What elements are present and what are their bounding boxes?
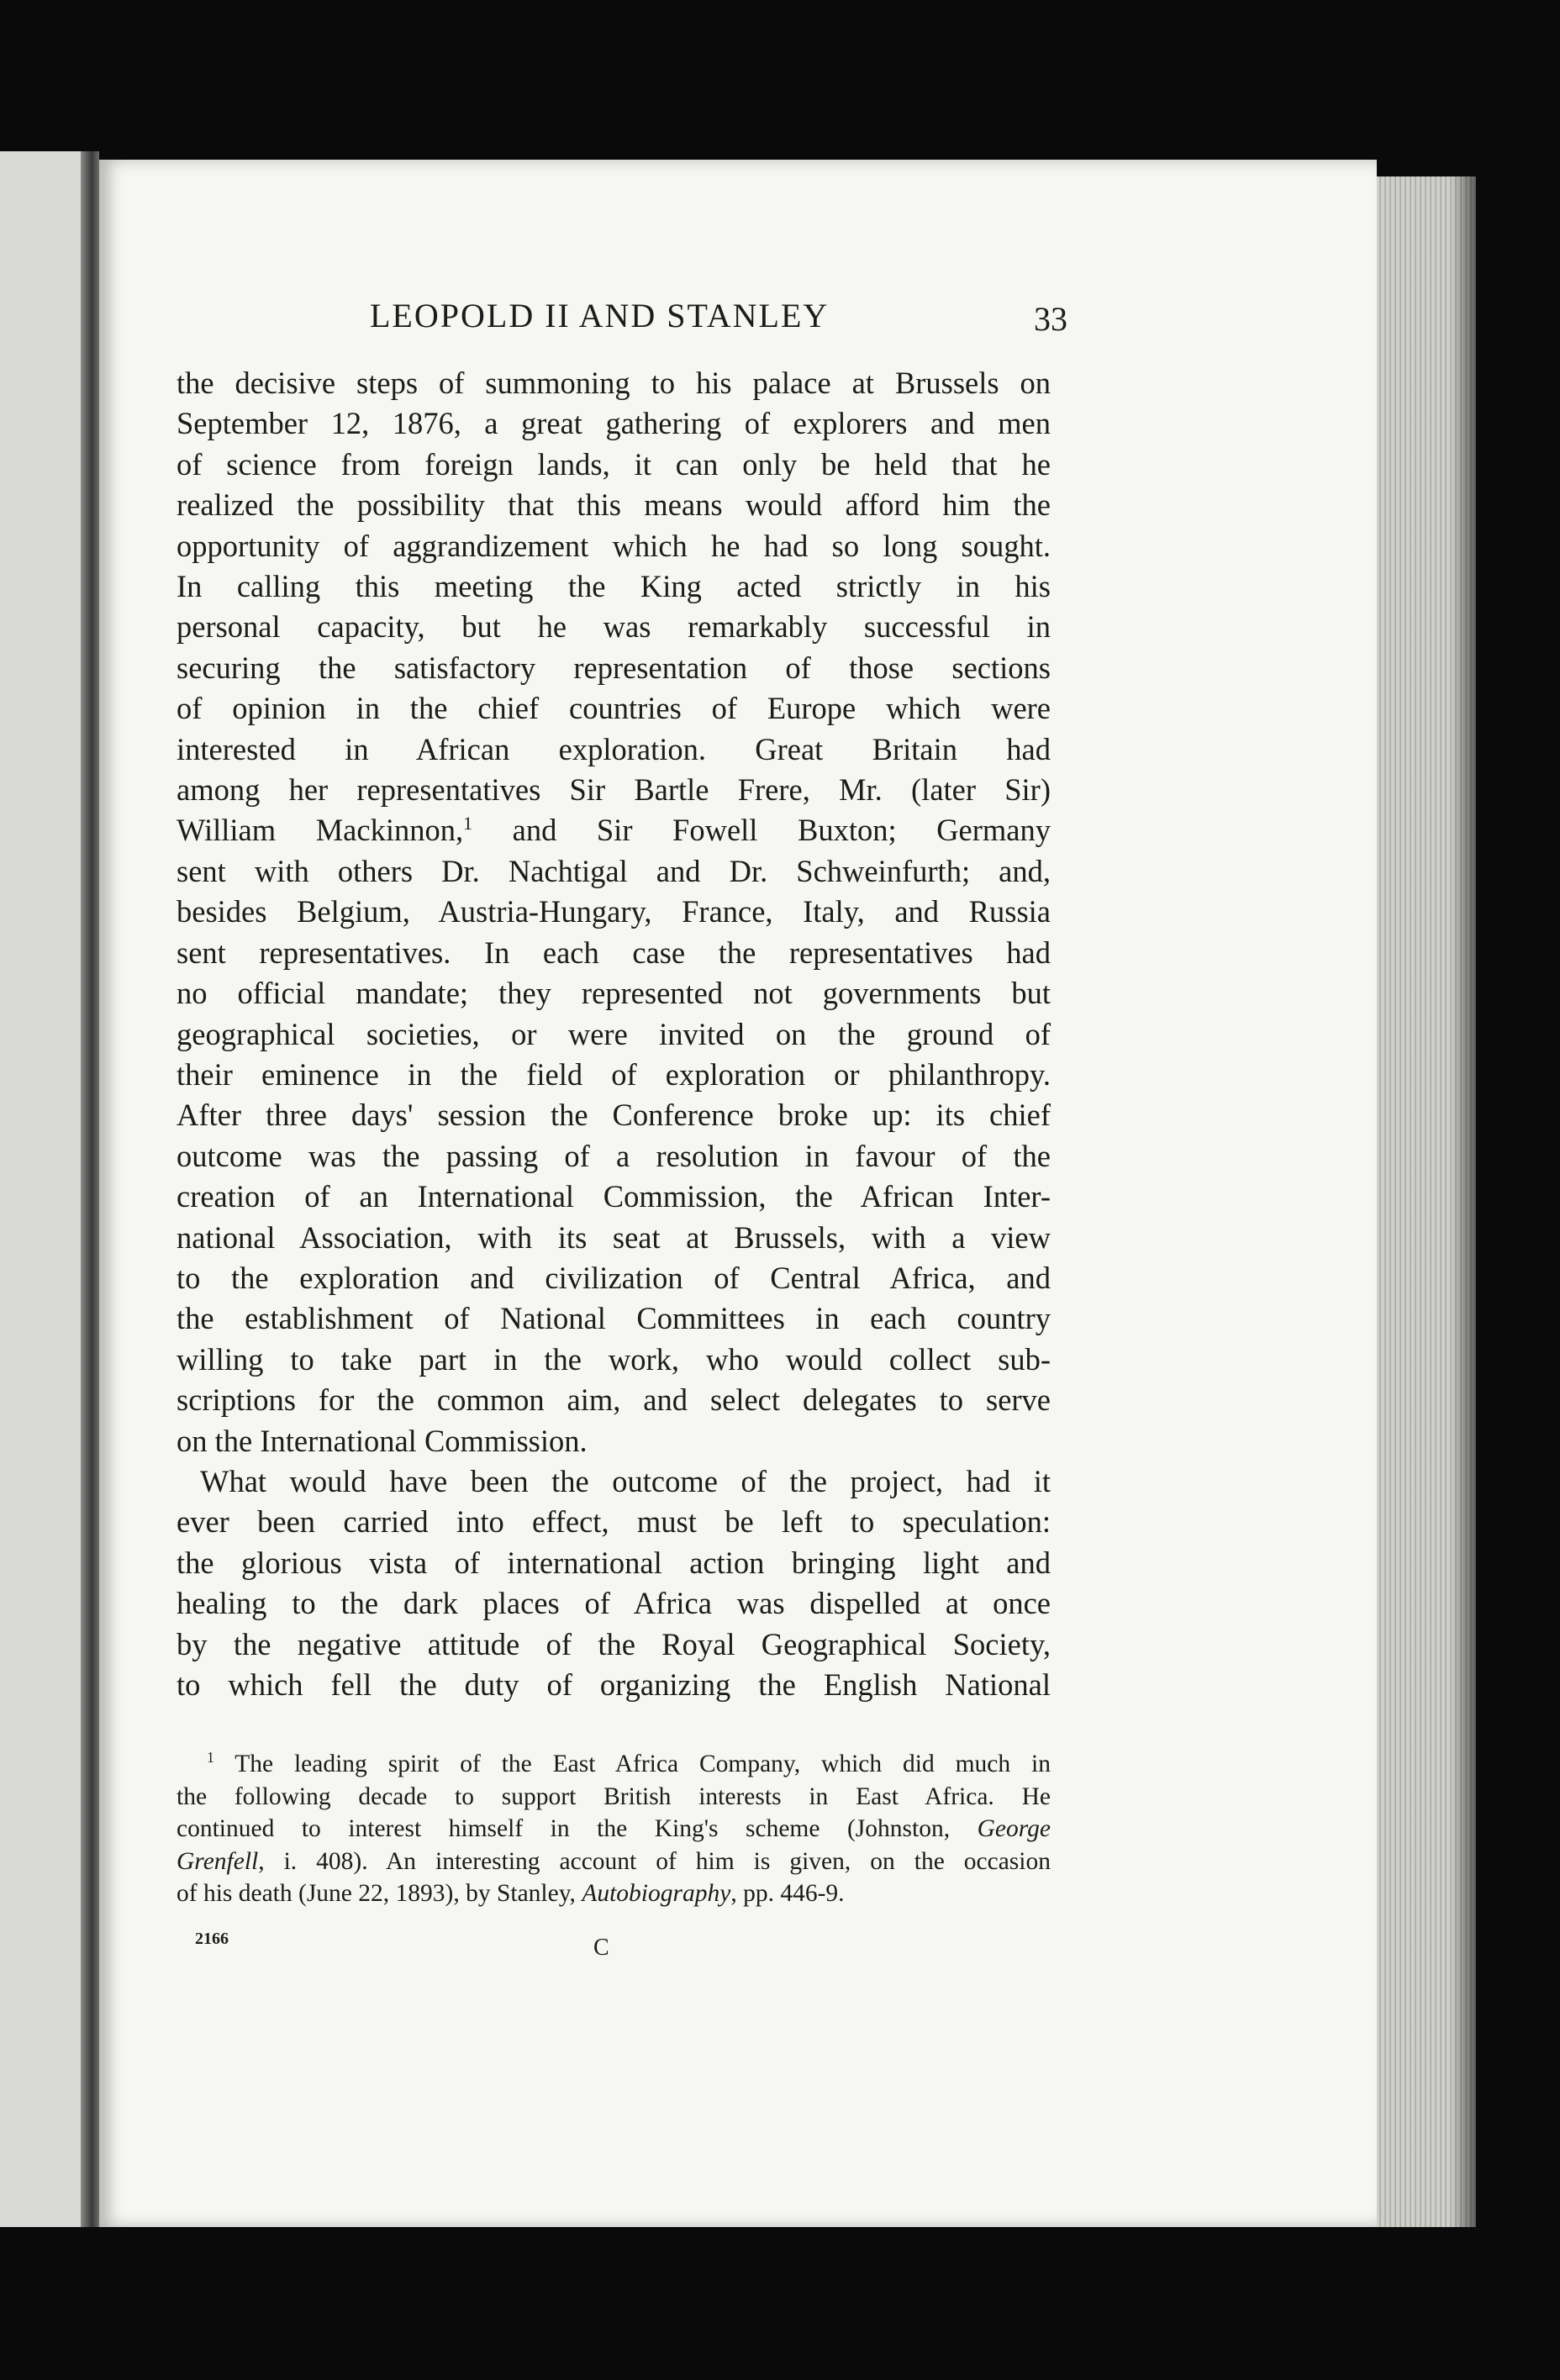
text-line: personal capacity, but he was remarkably successful in [177, 609, 1051, 645]
footnote-line [177, 1813, 1051, 1846]
gathering-letter: C [593, 1935, 609, 1961]
text-line: the decisive steps of summoning to his palace at Brussels on [177, 366, 1051, 400]
page-block-edges [1377, 176, 1476, 2227]
text-line: to the exploration and civilization of Central Africa, and [177, 1260, 1051, 1295]
text-line: to which fell the duty of organizing the English National [177, 1667, 1051, 1702]
text-line: on the International Commission. [177, 1423, 588, 1458]
text-line: ever been carried into effect, must be left to speculation: [177, 1504, 1051, 1540]
text-line: After three days' session the Conference broke up: its chief [177, 1098, 1051, 1133]
italic-title: Grenfell [177, 1847, 259, 1875]
paragraph-first-line: What would have been the outcome of the project, had it [200, 1463, 1051, 1498]
text-line: In calling this meeting the King acted strictly in his [177, 569, 1051, 604]
text-line: sent representatives. In each case the representatives had [177, 935, 1051, 970]
text-line: outcome was the passing of a resolution in favour of the [177, 1138, 1051, 1173]
running-title: LEOPOLD II AND STANLEY [370, 297, 830, 334]
text-line: besides Belgium, Austria-Hungary, France, Italy, and Russia [177, 894, 1051, 929]
text-line: realized the possibility that this means would afford him the [177, 487, 1051, 523]
text-line: no official mandate; they represented not governments but [177, 976, 1051, 1011]
body-text [177, 363, 1051, 1705]
text-line: scriptions for the common aim, and select delegates to serve [177, 1382, 1051, 1418]
text-line: securing the satisfactory representation of those sections [177, 650, 1051, 685]
text-line: of opinion in the chief countries of Europe which were [177, 691, 1051, 726]
footnote-reference[interactable]: 1 [463, 813, 473, 835]
text-fragment: William Mackinnon, [177, 813, 464, 848]
footnote [177, 1748, 1051, 1910]
text-line: willing to take part in the work, who would collect sub- [177, 1341, 1051, 1377]
footnote-line [177, 1846, 1051, 1878]
text-line: among her representatives Sir Bartle Frere, Mr. (later Sir) [177, 772, 1051, 808]
text-line: September 12, 1876, a great gathering of explorers and men [177, 406, 1051, 441]
text-fragment: The leading spirit of the East Africa Company, which did much in [235, 1751, 1051, 1777]
italic-title: George [977, 1815, 1051, 1842]
text-fragment: , i. 408). An interesting account of him is given, on the occasion [258, 1847, 1051, 1875]
italic-title: Autobiography [582, 1880, 731, 1907]
text-line: sent with others Dr. Nachtigal and Dr. Schweinfurth; and, [177, 853, 1051, 888]
text-line: opportunity of aggrandizement which he had so long sought. [177, 528, 1051, 563]
text-line: of science from foreign lands, it can only be held that he [177, 446, 1051, 482]
text-line: the glorious vista of international action bringing light and [177, 1545, 1051, 1580]
book-gutter [81, 151, 99, 2227]
printer-signature-number: 2166 [195, 1930, 229, 1948]
text-fragment: continued to interest himself in the King's scheme (Johnston, [177, 1815, 951, 1842]
footnote-line: the following decade to support British interests in East Africa. He [177, 1782, 1051, 1810]
text-line: geographical societies, or were invited on the ground of [177, 1016, 1051, 1051]
text-line: interested in African exploration. Great Britain had [177, 731, 1051, 766]
page-number: 33 [1034, 300, 1067, 338]
text-fragment: , pp. 446-9. [730, 1880, 845, 1907]
running-head [370, 296, 1067, 346]
text-line-with-footnote-ref [177, 810, 1051, 850]
text-line: healing to the dark places of Africa was dispelled at once [177, 1586, 1051, 1621]
text-line: national Association, with its seat at Brussels, with a view [177, 1219, 1051, 1255]
text-fragment: and Sir Fowell Buxton; Germany [472, 813, 1051, 848]
footnote-line [177, 1877, 1051, 1910]
text-line: their eminence in the field of exploration or philanthropy. [177, 1056, 1051, 1092]
text-line: by the negative attitude of the Royal Geographical Society, [177, 1626, 1051, 1661]
text-line: creation of an International Commission, the African Inter- [177, 1179, 1051, 1214]
text-line: the establishment of National Committees in each country [177, 1301, 1051, 1336]
footnote-line [177, 1748, 1051, 1781]
text-fragment: of his death (June 22, 1893), by Stanley, [177, 1880, 576, 1907]
footnote-marker: 1 [207, 1749, 214, 1767]
